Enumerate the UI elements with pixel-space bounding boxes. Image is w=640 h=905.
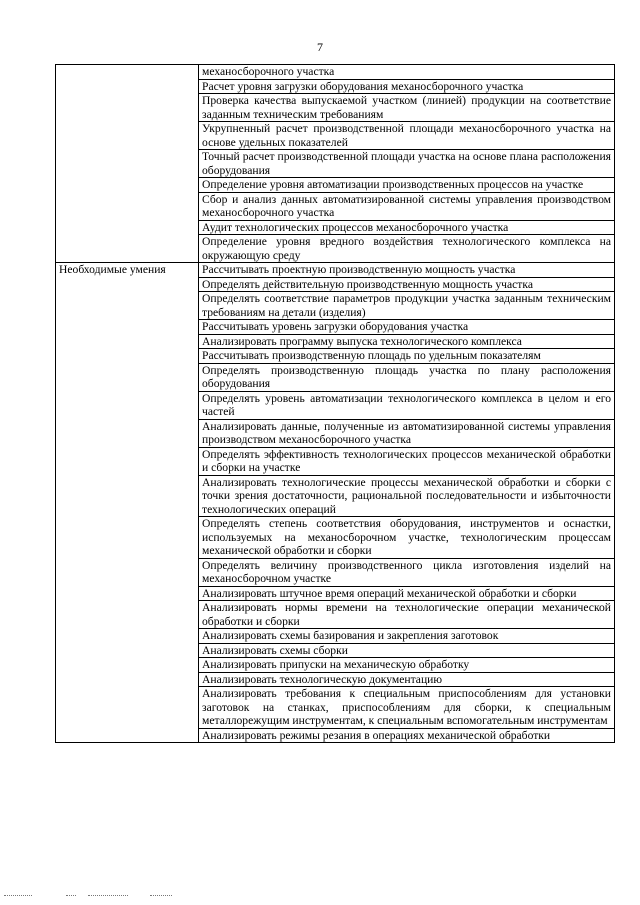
table-cell-item: Определение уровня автоматизации производственных процессов на участке	[199, 178, 615, 193]
table-cell-item: Точный расчет производственной площади участка на основе плана расположения оборудования	[199, 150, 615, 178]
table-cell-item: Анализировать технологическую документацию	[199, 672, 615, 687]
table-cell-item: Определять уровень автоматизации технологического комплекса в целом и его частей	[199, 391, 615, 419]
section-label	[56, 65, 199, 263]
table-row	[56, 263, 615, 278]
table-cell-item: Определять соответствие параметров продукции участка заданным техническим требованиям на детали (изделия)	[199, 292, 615, 320]
table-cell-item: Определять эффективность технологических процессов механической обработки и сборки на участке	[199, 447, 615, 475]
table-cell-item: Анализировать требования к специальным приспособлениям для установки заготовок на станках, приспособлениям для сборки, к специальным металлорежущим инструментам, к специальным вспомогательным инструментам	[199, 687, 615, 729]
table-cell-item: Сбор и анализ данных автоматизированной системы управления производством механосборочного участка	[199, 192, 615, 220]
table-cell-item: Рассчитывать производственную площадь по удельным показателям	[199, 349, 615, 364]
table-cell-item: Рассчитывать уровень загрузки оборудования участка	[199, 320, 615, 335]
table-cell-item: Анализировать нормы времени на технологические операции механической обработки и сборки	[199, 601, 615, 629]
table-cell-item: Аудит технологических процессов механосборочного участка	[199, 220, 615, 235]
table-cell-item: Определять величину производственного цикла изготовления изделий на механосборочном участке	[199, 558, 615, 586]
table-cell-item: Укрупненный расчет производственной площади механосборочного участка на основе удельных показателей	[199, 122, 615, 150]
table-cell-item: Анализировать припуски на механическую обработку	[199, 658, 615, 673]
table-cell-item: механосборочного участка	[199, 65, 615, 80]
table-cell-item: Расчет уровня загрузки оборудования механосборочного участка	[199, 79, 615, 94]
table-cell-item: Определение уровня вредного воздействия технологического комплекса на окружающую среду	[199, 235, 615, 263]
table-cell-item: Определять степень соответствия оборудования, инструментов и оснастки, используемых на механосборочном участке, технологическим процессам механической обработки и сборки	[199, 517, 615, 559]
footer-scan-marks	[0, 893, 640, 899]
competency-table	[55, 64, 615, 743]
table-cell-item: Рассчитывать проектную производственную мощность участка	[199, 263, 615, 278]
table-cell-item: Анализировать технологические процессы механической обработки и сборки с точки зрения достаточности, рациональной последовательности и избыточности технологических операций	[199, 475, 615, 517]
table-cell-item: Определять действительную производственную мощность участка	[199, 277, 615, 292]
table-cell-item: Проверка качества выпускаемой участком (линией) продукции на соответствие заданным техническим требованиям	[199, 94, 615, 122]
section-label: Необходимые умения	[56, 263, 199, 743]
page-number: 7	[317, 40, 323, 54]
table-body	[56, 65, 615, 743]
table-cell-item: Анализировать схемы базирования и закрепления заготовок	[199, 629, 615, 644]
table-cell-item: Анализировать данные, полученные из автоматизированной системы управления производством механосборочного участка	[199, 419, 615, 447]
table-cell-item: Анализировать схемы сборки	[199, 643, 615, 658]
table-row	[56, 65, 615, 80]
table-cell-item: Анализировать программу выпуска технологического комплекса	[199, 334, 615, 349]
table-cell-item: Анализировать режимы резания в операциях механической обработки	[199, 728, 615, 743]
table-cell-item: Определять производственную площадь участка по плану расположения оборудования	[199, 363, 615, 391]
table-cell-item: Анализировать штучное время операций механической обработки и сборки	[199, 586, 615, 601]
